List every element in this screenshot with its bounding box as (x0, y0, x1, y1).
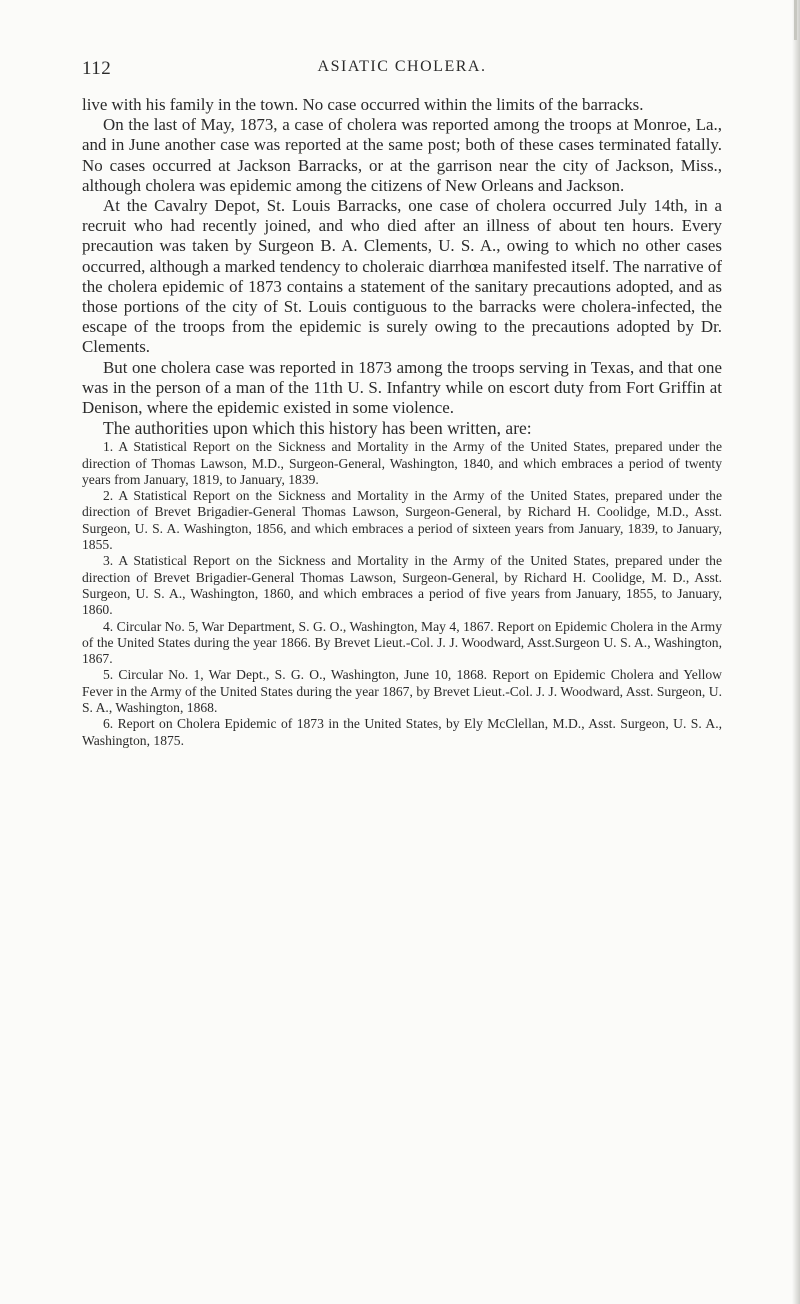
reference-item: 1. A Statistical Report on the Sickness and Mortality in the Army of the United States, prepared under the direction of Thomas Lawson, M.D., Surgeon-General, Washington, 1840, and which embraces a period of twenty years from January, 1819, to January, 1839. (82, 439, 722, 487)
page-edge-mark (794, 0, 797, 40)
reference-item: 5. Circular No. 1, War Dept., S. G. O., Washington, June 10, 1868. Report on Epidemic Cholera and Yellow Fever in the Army of the United States during the year 1867, by Brevet Lieut.-Col. J. J. Woodward, Asst. Surgeon, U. S. A., Washington, 1868. (82, 667, 722, 715)
reference-item: 2. A Statistical Report on the Sickness and Mortality in the Army of the United States, prepared under the direction of Brevet Brigadier-General Thomas Lawson, Surgeon-General, by Richard H. Coolidge, M.D., Asst. Surgeon, U. S. A. Washington, 1856, and which embraces a period of sixteen years from January, 1839, to January, 1855. (82, 488, 722, 553)
body-paragraph: But one cholera case was reported in 1873 among the troops serving in Texas, and that one was in the person of a man of the 11th U. S. Infantry while on escort duty from Fort Griffin at Denison, where the epidemic existed in some violence. (82, 357, 722, 418)
references-intro: The authorities upon which this history has been written, are: (103, 418, 532, 439)
page-number: 112 (82, 58, 112, 79)
page-header (82, 58, 722, 82)
running-title: ASIATIC CHOLERA. (317, 58, 487, 75)
reference-item: 3. A Statistical Report on the Sickness and Mortality in the Army of the United States, prepared under the direction of Brevet Brigadier-General Thomas Lawson, Surgeon-General, by Richard H. Coolidge, M. D., Asst. Surgeon, U. S. A., Washington, 1860, and which embraces a period of five years from January, 1855, to January, 1860. (82, 553, 722, 618)
body-paragraph: live with his family in the town. No case occurred within the limits of the barracks. (82, 95, 644, 114)
body-paragraph: On the last of May, 1873, a case of cholera was reported among the troops at Monroe, La., and in June another case was reported at the same post; both of these cases terminated fatally. No cases occurred at Jackson Barracks, or at the garrison near the city of Jackson, Miss., although cholera was epidemic among the citizens of New Orleans and Jackson. (82, 115, 722, 195)
page-edge-shadow (792, 0, 800, 1304)
reference-list (82, 439, 722, 749)
page-body (82, 95, 722, 749)
reference-item: 6. Report on Cholera Epidemic of 1873 in the United States, by Ely McClellan, M.D., Asst. Surgeon, U. S. A., Washington, 1875. (82, 716, 722, 748)
body-paragraph: At the Cavalry Depot, St. Louis Barracks, one case of cholera occurred July 14th, in a recruit who had recently joined, and who died after an illness of about ten hours. Every precaution was taken by Surgeon B. A. Clements, U. S. A., owing to which no other cases occurred, although a marked tendency to choleraic diarrhœa manifested itself. The narrative of the cholera epidemic of 1873 contains a statement of the sanitary precautions adopted, and as those portions of the city of St. Louis contiguous to the barracks were cholera-infected, the escape of the troops from the epidemic is surely owing to the precautions adopted by Dr. Clements. (82, 196, 722, 357)
reference-item: 4. Circular No. 5, War Department, S. G. O., Washington, May 4, 1867. Report on Epidemic Cholera in the Army of the United States during the year 1866. By Brevet Lieut.-Col. J. J. Woodward, Asst.Surgeon U. S. A., Washington, 1867. (82, 618, 722, 667)
